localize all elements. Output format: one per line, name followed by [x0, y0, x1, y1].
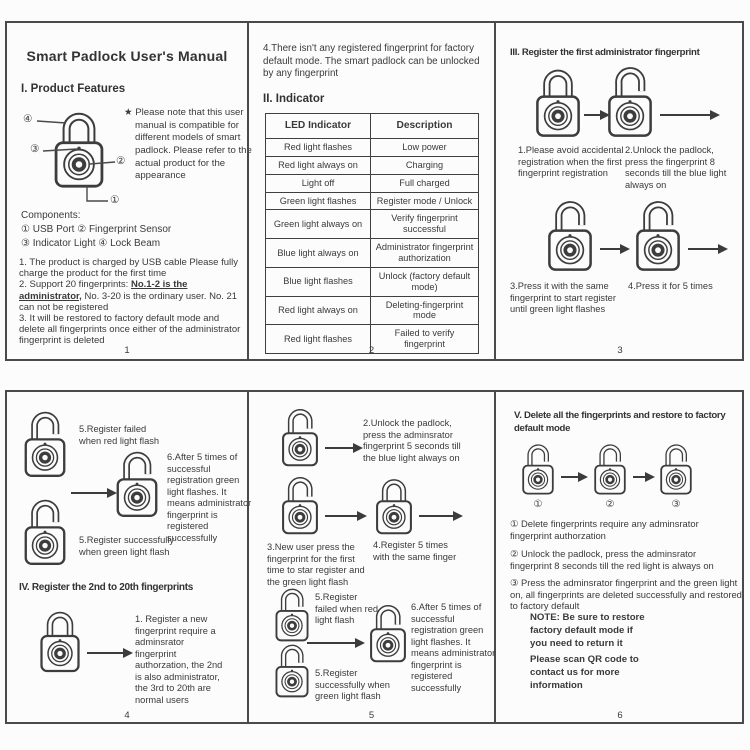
desc-cell: Low power [371, 139, 479, 157]
table-row [266, 210, 479, 239]
table-row [266, 296, 479, 325]
section-product-features: I. Product Features [21, 83, 126, 95]
section-register-first-admin: III. Register the first administrator fingerprint [510, 47, 700, 58]
page-4 [7, 392, 252, 722]
padlock-open-icon [19, 406, 71, 479]
page-1 [7, 23, 252, 359]
page-5 [247, 392, 496, 722]
register-new-caption: 1. Register a new fingerprint require a adminsrator fingerprint authorzation, the 2nd is also administrator, the 3rd to 20th are normal users [135, 614, 223, 705]
padlock-open-icon [630, 195, 686, 273]
padlock-open-icon [365, 600, 411, 664]
padlock-open-icon [19, 494, 71, 567]
page-number-1: 1 [124, 345, 130, 356]
step-1-caption: 1.Please avoid accidental registration when the first fingerprint registration [518, 145, 624, 179]
section-delete-restore: V. Delete all the fingerprints and restore to factory default mode [514, 410, 726, 434]
register-success-caption: 5.Register successfully when green light flash [315, 668, 390, 702]
admin-emphasis: No.1-2 is the administrator, [19, 279, 188, 302]
padlock-open-icon [602, 61, 658, 139]
page-number-6: 6 [617, 710, 623, 721]
compatibility-note [124, 107, 257, 183]
page-number-3: 3 [617, 345, 623, 356]
col-description: Description [371, 114, 479, 139]
padlock-open-icon [111, 446, 163, 519]
feature-item-2 [19, 279, 247, 313]
led-cell: Blue light flashes [266, 267, 371, 296]
feature-item-2-post: No. 3-20 is the ordinary user. No. 21 can not be registered [19, 290, 238, 313]
table-row [266, 239, 479, 268]
desc-cell: Administrator fingerprint authorization [371, 239, 479, 268]
table-row [266, 267, 479, 296]
register-failed-caption: 5.Register failed when red light flash [315, 592, 379, 626]
arrow-icon [600, 248, 628, 250]
step-3-caption: 3.Press it with the same fingerprint to start register until green light flashes [510, 281, 616, 315]
section-register-2nd-20th: IV. Register the 2nd to 20th fingerprints [19, 582, 194, 593]
col-led-indicator: LED Indicator [266, 114, 371, 139]
led-cell: Blue light always on [266, 239, 371, 268]
register-5-times-caption: 4.Register 5 times with the same finger [373, 540, 457, 562]
arrow-icon [325, 515, 365, 517]
desc-cell: Full charged [371, 174, 479, 192]
padlock-open-icon [271, 584, 313, 643]
table-row [266, 156, 479, 174]
sheet-bottom [5, 390, 744, 724]
diagram-label-1: ① [533, 499, 543, 510]
page-3 [498, 23, 742, 359]
components-line-2: ③ Indicator Light ④ Lock Beam [21, 238, 161, 250]
components-title: Components: [21, 210, 81, 221]
led-cell: Light off [266, 174, 371, 192]
arrow-icon [688, 248, 726, 250]
arrow-icon [87, 652, 131, 654]
padlock-closed-icon [530, 61, 586, 139]
page-number-4: 4 [124, 710, 130, 721]
restore-note: NOTE: Be sure to restore factory default mode if you need to return it [530, 612, 645, 649]
page-number-2: 2 [368, 345, 375, 356]
table-row [266, 139, 479, 157]
arrow-icon [419, 515, 461, 517]
table-row [266, 174, 479, 192]
padlock-open-icon [271, 640, 313, 699]
padlock-closed-icon [371, 472, 417, 536]
desc-cell: Unlock (factory default mode) [371, 267, 479, 296]
diagram-label-3: ③ [671, 499, 681, 510]
feature-item-1: 1. The product is charged by USB cable Please fully charge the product for the first time [19, 257, 238, 280]
led-cell: Red light always on [266, 156, 371, 174]
components-block [21, 209, 245, 252]
led-cell: Red light flashes [266, 139, 371, 157]
fingerprint-sensor-callout: ② [116, 155, 126, 167]
manual-title: Smart Padlock User's Manual [26, 48, 228, 64]
arrow-icon [660, 114, 718, 116]
feature-item-3: 3. It will be restored to factory default mode and delete all fingerprints once either of the administrator fingerprint is deleted [19, 313, 241, 347]
padlock-open-icon [277, 472, 323, 536]
desc-cell: Charging [371, 156, 479, 174]
arrow-icon [71, 492, 115, 494]
register-success-5x-caption: 6.After 5 times of successful registration green light flashes. It means administrator fingerprint is registered successfully [411, 602, 496, 693]
padlock-open-icon [656, 440, 696, 496]
led-cell: Green light flashes [266, 192, 371, 210]
unlock-admin-caption: 2.Unlock the padlock, press the adminsrator fingerprint 5 seconds till the blue light always on [363, 418, 461, 463]
led-cell: Red light flashes [266, 325, 371, 354]
register-failed-caption: 5.Register failed when red light flash [79, 424, 160, 446]
padlock-closed-icon [35, 604, 85, 674]
desc-cell: Failed to verify fingerprint [371, 325, 479, 354]
delete-step-2: ② Unlock the padlock, press the adminsrator fingerprint 8 seconds till the red light is always on [510, 548, 714, 571]
indicator-light-callout: ③ [30, 143, 40, 155]
delete-step-3: ③ Press the adminsrator fingerprint and the green light on, all fingerprints are deleted successfully and restored to factory default [510, 577, 742, 612]
step-4-caption: 4.Press it for 5 times [628, 281, 713, 291]
usb-port-callout: ① [110, 194, 120, 206]
padlock-open-icon [518, 440, 558, 496]
arrow-icon [325, 447, 361, 449]
register-success-5x-caption: 6.After 5 times of successful registration green light flashes. It means administrator fingerprint is registered successfully [167, 452, 252, 543]
page-number-5: 5 [368, 710, 375, 721]
qr-code-note: Please scan QR code to contact us for more information [530, 654, 639, 691]
led-cell: Green light always on [266, 210, 371, 239]
padlock-open-icon [542, 195, 598, 273]
feature-item-4: 4.There isn't any registered fingerprint for factory default mode. The smart padlock can be unlocked by any fingerprint [263, 43, 480, 80]
diagram-label-2: ② [605, 499, 615, 510]
page-2 [247, 23, 496, 359]
desc-cell: Verify fingerprint successful [371, 210, 479, 239]
arrow-icon [561, 476, 586, 478]
components-line-1: ① USB Port ② Fingerprint Sensor [21, 224, 172, 236]
lock-beam-callout: ④ [23, 113, 33, 125]
note-text: Please note that this user manual is compatible for different models of smart padlock. Please refer to the actual product for the appearance [135, 107, 252, 182]
feature-item-2-pre: 2. Support 20 fingerprints: [19, 279, 131, 291]
led-indicator-table [265, 113, 479, 354]
delete-step-1: ① Delete fingerprints require any adminsrator fingerprint authorzation [510, 518, 699, 541]
new-user-caption: 3.New user press the fingerprint for the first time to star register and the green light flash [267, 542, 365, 587]
arrow-icon [307, 642, 363, 644]
page-6 [498, 392, 742, 722]
step-2-caption: 2.Unlock the padlock, press the fingerprint 8 seconds till the blue light always on [625, 145, 727, 190]
desc-cell: Deleting-fingerprint mode [371, 296, 479, 325]
feature-paragraphs [19, 257, 247, 347]
arrow-icon [633, 476, 653, 478]
table-header-row [266, 114, 479, 139]
table-row [266, 192, 479, 210]
padlock-open-icon [590, 440, 630, 496]
led-cell: Red light always on [266, 296, 371, 325]
padlock-open-icon [277, 404, 323, 468]
section-indicator: II. Indicator [263, 93, 325, 105]
sheet-top [5, 21, 744, 361]
register-success-caption: 5.Register successfully when green light flash [79, 535, 175, 557]
star-icon: ★ [124, 107, 133, 118]
desc-cell: Register mode / Unlock [371, 192, 479, 210]
